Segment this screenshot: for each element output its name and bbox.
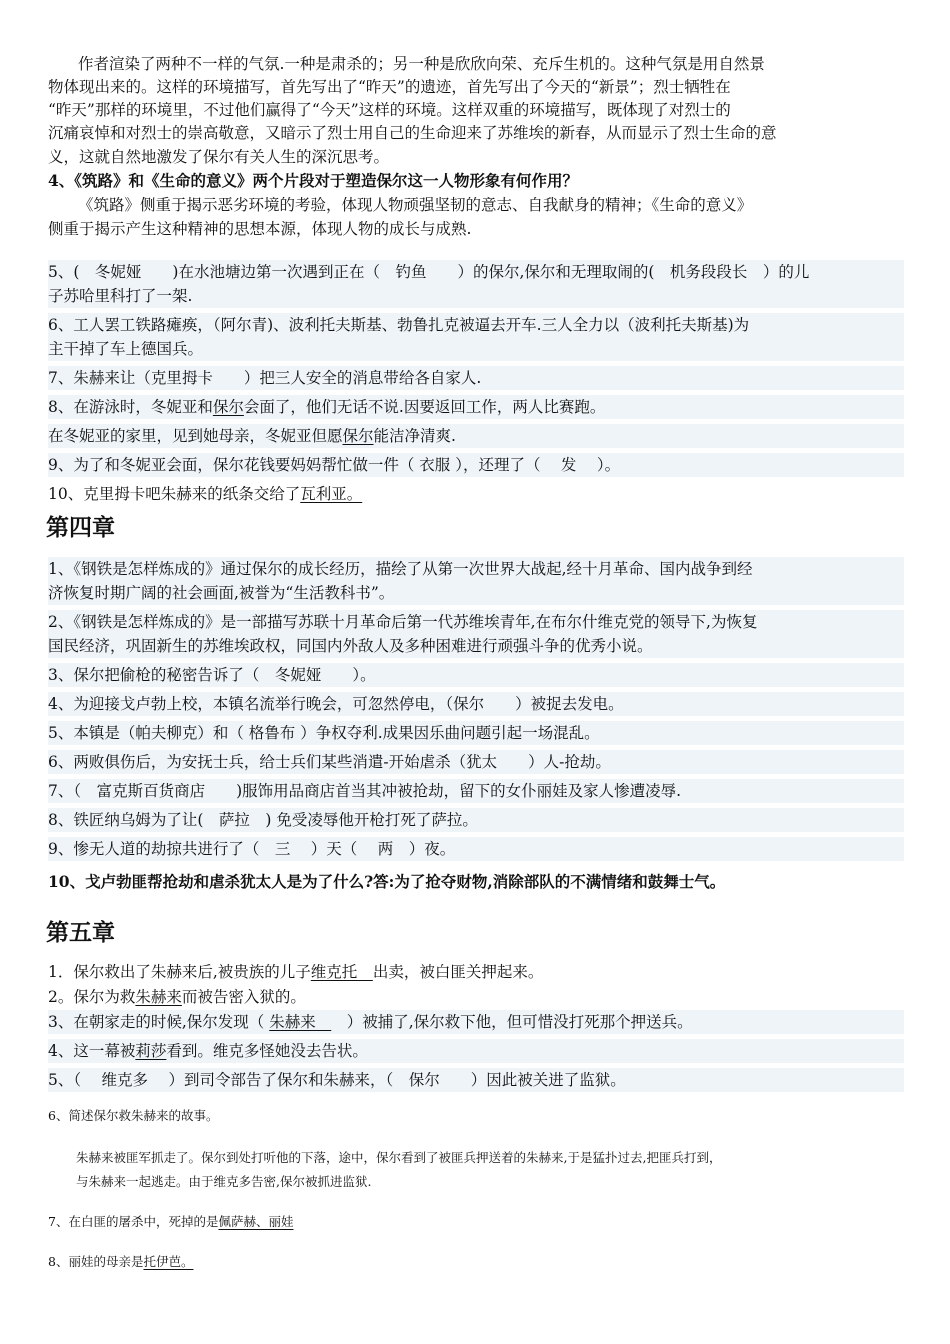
ch5-q3-text-a: 3、在朝家走的时候,保尔发现（: [48, 1013, 270, 1031]
ch5-q8-answer: 托伊芭。: [143, 1254, 194, 1269]
ch5-question-3: [48, 1010, 904, 1034]
ch5-q1-text-a: 1．保尔救出了朱赫来后,被贵族的儿子: [48, 963, 311, 981]
ch5-answer-6-line-2: 与朱赫来一起逃走。由于维克多告密,保尔被抓进监狱.: [76, 1174, 372, 1189]
ch4-question-2-line-1: 2、《钢铁是怎样炼成的》是一部描写苏联十月革命后第一代苏维埃青年,在布尔什维克党的领导下,为恢复: [48, 610, 904, 634]
question-10-text: 10、克里拇卡吧朱赫来的纸条交给了: [48, 485, 301, 503]
question-9: 9、为了和冬妮亚会面，保尔花钱要妈妈帮忙做一件（ 衣服 ），还理了（ 发 ）。: [48, 453, 904, 477]
ch5-q3-text-b: ）被捕了,保尔救下他，但可惜没打死那个押送兵。: [331, 1013, 693, 1031]
question-8b-answer: 保尔: [342, 427, 374, 445]
question-5-line-1: 5、( 冬妮娅 )在水池塘边第一次遇到正在（ 钓鱼 ）的保尔,保尔和无理取闹的( 机务段段长 ）的儿: [48, 260, 904, 284]
question-8: [48, 395, 904, 419]
ch5-question-2: [48, 985, 904, 1009]
ch5-question-6: 6、简述保尔救朱赫来的故事。: [48, 1108, 219, 1123]
ch5-q1-text-b: 出卖，被白匪关押起来。: [372, 963, 544, 981]
question-8-continued: [48, 424, 904, 448]
ch5-q4-text-b: 看到。维克多怪她没去告状。: [166, 1042, 368, 1060]
intro-line-2: 物体现出来的。这样的环境描写，首先写出了“昨天”的遗迹，首先写出了今天的“新景”；烈士牺牲在: [48, 78, 731, 96]
question-8-text-b: 会面了，他们无话不说.因要返回工作，两人比赛跑。: [243, 398, 606, 416]
chapter-4-title: 第四章: [46, 515, 115, 541]
ch5-question-7: [48, 1212, 904, 1232]
ch5-question-4: [48, 1039, 904, 1063]
question-6-line-2: 主干掉了车上德国兵。: [48, 337, 904, 361]
chapter-5-title: 第五章: [46, 920, 115, 946]
question-4-heading: 4、《筑路》和《生命的意义》两个片段对于塑造保尔这一人物形象有何作用？: [48, 171, 579, 190]
intro-line-5: 义，这就自然地激发了保尔有关人生的深沉思考。: [48, 148, 390, 166]
ch4-question-5: 5、本镇是（帕夫柳克）和（ 格鲁布 ）争权夺利.成果因乐曲问题引起一场混乱。: [48, 721, 904, 745]
ch4-question-1-line-1: 1、《钢铁是怎样炼成的》通过保尔的成长经历，描绘了从第一次世界大战起,经十月革命、国内战争到经: [48, 557, 904, 581]
ch5-q7-answer: 佩萨赫、丽娃: [218, 1214, 294, 1229]
ch5-q1-answer: 维克托: [310, 963, 373, 981]
answer-4-line-1: 《筑路》侧重于揭示恶劣环境的考验，体现人物顽强坚韧的意志、自我献身的精神；《生命的意义》: [78, 196, 753, 214]
ch4-question-9: 9、惨无人道的劫掠共进行了（ 三 ）天（ 两 ）夜。: [48, 837, 904, 861]
ch5-q7-text: 7、在白匪的屠杀中，死掉的是: [48, 1214, 219, 1229]
question-10: [48, 482, 904, 506]
question-8b-text-b: 能洁净清爽.: [373, 427, 456, 445]
question-5-line-2: 子苏哈里科打了一架.: [48, 284, 904, 308]
question-8-answer: 保尔: [212, 398, 244, 416]
ch4-question-3: 3、保尔把偷枪的秘密告诉了（ 冬妮娅 ）。: [48, 663, 904, 687]
ch4-question-1-line-2: 济恢复时期广阔的社会画面,被誉为“生活教科书”。: [48, 581, 904, 605]
ch5-q8-text: 8、丽娃的母亲是: [48, 1254, 144, 1269]
ch4-question-10: 10、戈卢勃匪帮抢劫和虐杀犹太人是为了什么?答:为了抢夺财物,消除部队的不满情绪和鼓舞士气。: [48, 872, 726, 891]
ch5-q2-answer: 朱赫来: [135, 988, 182, 1006]
question-8b-text-a: 在冬妮亚的家里，见到她母亲，冬妮亚但愿: [48, 427, 343, 445]
intro-line-4: 沉痛哀悼和对烈士的崇高敬意，又暗示了烈士用自己的生命迎来了苏维埃的新春，从而显示了烈士生命的意: [48, 124, 777, 142]
intro-line-3: “昨天”那样的环境里，不过他们赢得了“今天”这样的环境。这样双重的环境描写，既体现了对烈士的: [48, 101, 731, 119]
ch4-question-2-line-2: 国民经济，巩固新生的苏维埃政权，同国内外敌人及多种困难进行顽强斗争的优秀小说。: [48, 634, 904, 658]
ch4-question-7: 7、（ 富克斯百货商店 )服饰用品商店首当其冲被抢劫，留下的女仆丽娃及家人惨遭凌辱.: [48, 779, 904, 803]
ch5-q4-text-a: 4、这一幕被: [48, 1042, 136, 1060]
intro-line-1: 作者渲染了两种不一样的气氛.一种是肃杀的；另一种是欣欣向荣、充斥生机的。这种气氛是用自然景: [78, 55, 765, 73]
question-10-answer: 瓦利亚。: [300, 485, 363, 503]
ch5-q3-answer: 朱赫来: [269, 1013, 332, 1031]
ch5-q2-text-a: 2。保尔为救: [48, 988, 136, 1006]
question-8-text-a: 8、在游泳时，冬妮亚和: [48, 398, 213, 416]
ch5-answer-6-line-1: 朱赫来被匪军抓走了。保尔到处打听他的下落，途中，保尔看到了被匪兵押送着的朱赫来,于是猛扑过去,把匪兵打到，: [76, 1150, 722, 1165]
ch5-q2-text-b: 而被告密入狱的。: [181, 988, 306, 1006]
question-7: 7、朱赫来让（克里拇卡 ）把三人安全的消息带给各自家人.: [48, 366, 904, 390]
ch5-question-1: [48, 960, 904, 984]
ch4-question-4: 4、为迎接戈卢勃上校，本镇名流举行晚会，可忽然停电，（保尔 ）被捉去发电。: [48, 692, 904, 716]
ch5-q4-answer: 莉莎: [135, 1042, 167, 1060]
ch5-question-5: 5、（ 维克多 ）到司令部告了保尔和朱赫来，（ 保尔 ）因此被关进了监狱。: [48, 1068, 904, 1092]
ch4-question-8: 8、铁匠纳乌姆为了让( 萨拉 ) 免受凌辱他开枪打死了萨拉。: [48, 808, 904, 832]
answer-4-line-2: 侧重于揭示产生这种精神的思想本源，体现人物的成长与成熟.: [48, 220, 472, 238]
ch5-question-8: [48, 1252, 904, 1272]
question-6-line-1: 6、工人罢工铁路瘫痪，（阿尔青)、波利托夫斯基、勃鲁扎克被逼去开车.三人全力以（波利托夫斯基)为: [48, 313, 904, 337]
ch4-question-6: 6、两败俱伤后，为安抚士兵，给士兵们某些消遣-开始虐杀（犹太 ）人-抢劫。: [48, 750, 904, 774]
